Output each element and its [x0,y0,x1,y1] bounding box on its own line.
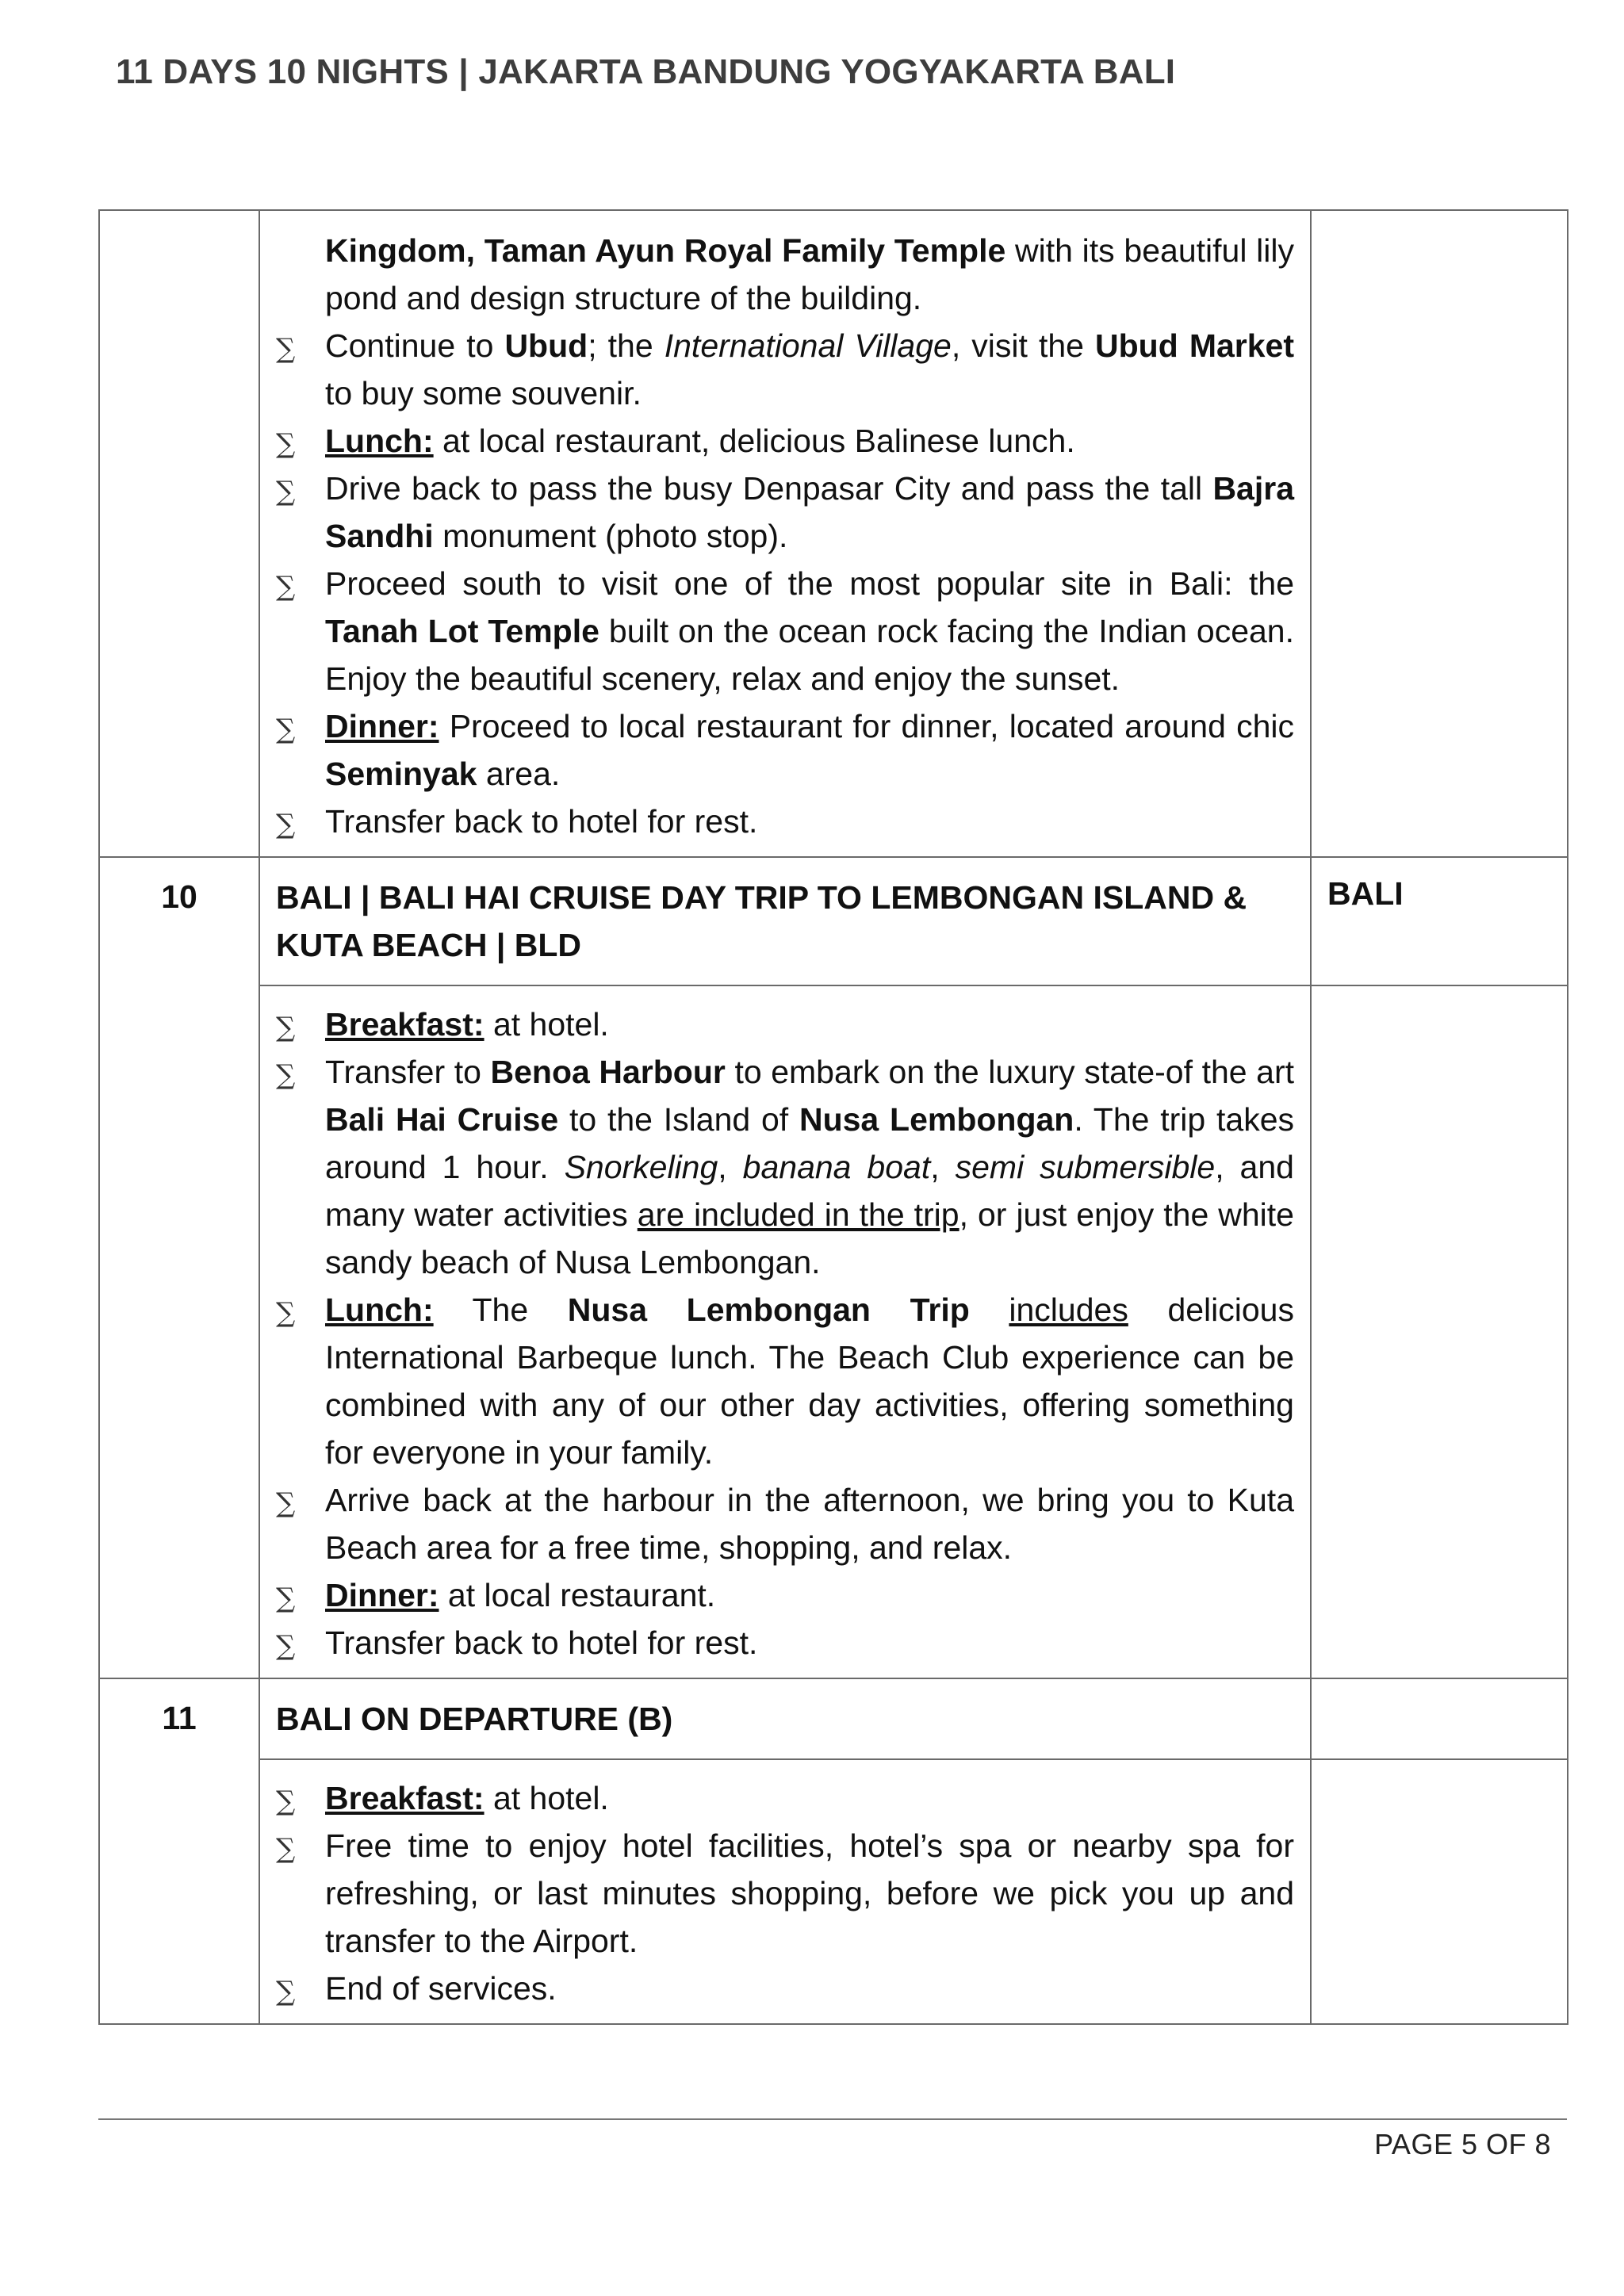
footer-divider [98,2118,1567,2120]
item-text: at local restaurant. [439,1577,716,1613]
meal-label: Dinner: [325,708,439,744]
item-text: Proceed south to visit one of the most popular site in Bali: the [325,565,1294,602]
item-text: ; the [588,327,665,364]
item-text: Continue to [325,327,505,364]
item-text: , [718,1149,743,1185]
activities-cell [259,210,1311,857]
day-number-cell [99,857,259,1678]
day-number: 11 [162,1700,197,1736]
activity-list [260,986,1310,1678]
day-title-cell [259,1678,1311,1759]
activities-cell [259,1759,1311,2024]
place-name: Nusa Lembongan Trip [567,1292,970,1328]
bullet-icon: ∑ [276,1297,296,1329]
location-cell-empty [1311,985,1568,1678]
list-item [276,465,1294,560]
list-item [276,1286,1294,1476]
item-text: , visit the [951,327,1096,364]
list-item [276,1822,1294,1965]
location-cell [1311,1678,1568,1759]
bullet-icon: ∑ [276,333,296,365]
bullet-icon: ∑ [276,1976,296,2007]
day-number-cell [99,1678,259,2024]
location-cell [1311,857,1568,985]
item-text: at local restaurant, delicious Balinese lunch. [433,423,1075,459]
list-item [276,1965,1294,2012]
underlined-text: includes [1009,1292,1128,1328]
location-label: BALI [1327,875,1404,912]
bullet-icon: ∑ [276,571,296,603]
item-text: built on the ocean rock facing the Indian ocean. Enjoy the beautiful scenery, relax and enjoy the sunset. [325,613,1295,697]
bullet-icon: ∑ [276,1059,296,1091]
list-item [276,798,1294,845]
bullet-icon: ∑ [276,1487,296,1519]
itinerary-table [98,209,1568,2025]
place-name: Ubud Market [1095,327,1294,364]
item-text: Proceed to local restaurant for dinner, located around chic [439,708,1294,744]
place-name: Benoa Harbour [490,1054,726,1090]
list-item [276,1001,1294,1048]
emphasis-text: semi submersible [955,1149,1216,1185]
place-name: Tanah Lot Temple [325,613,599,649]
day-title-cell [259,857,1311,985]
location-label [1312,1679,1567,1714]
place-name: Nusa Lembongan [799,1101,1074,1138]
item-text: , and many water activities [325,1149,1294,1233]
emphasis-text: banana boat [742,1149,931,1185]
item-text: to the Island of [558,1101,799,1138]
item-text: at hotel. [484,1006,609,1043]
day9-continued-row [99,210,1568,857]
meal-label: Breakfast: [325,1780,485,1816]
item-text: . The trip takes around 1 hour. [325,1101,1294,1185]
emphasis-text: Snorkeling [564,1149,718,1185]
item-text: Transfer back to hotel for rest. [325,1624,758,1661]
item-text: to buy some souvenir. [325,375,642,411]
place-name: Bajra Sandhi [325,470,1294,554]
location-cell-empty [1311,1759,1568,2024]
list-item [276,417,1294,465]
list-item [276,1048,1294,1286]
day-title: BALI | BALI HAI CRUISE DAY TRIP TO LEMBONGAN ISLAND & KUTA BEACH | BLD [276,879,1247,963]
list-item [276,702,1294,798]
meal-label: Lunch: [325,1292,434,1328]
day10-activities-row [99,985,1568,1678]
bullet-icon: ∑ [276,1833,296,1865]
item-text: Arrive back at the harbour in the afternoon, we bring you to Kuta Beach area for a free time, shopping, and relax. [325,1482,1294,1566]
day11-title-row [99,1678,1568,1759]
bullet-icon: ∑ [276,476,296,507]
place-name: Kingdom, Taman Ayun Royal Family Temple [325,232,1006,269]
place-name: Ubud [504,327,588,364]
activity-list [260,211,1310,856]
item-text [970,1292,1009,1328]
bullet-icon: ∑ [276,714,296,745]
meal-label: Dinner: [325,1577,439,1613]
meal-label: Lunch: [325,423,434,459]
day-cell-empty [99,210,259,857]
list-item [276,1619,1294,1667]
item-text: , or just enjoy the white sandy beach of Nusa Lembongan. [325,1196,1294,1280]
item-text: Drive back to pass the busy Denpasar City and pass the tall [325,470,1213,507]
list-item [276,1774,1294,1822]
bullet-icon: ∑ [276,809,296,840]
day-title: BALI ON DEPARTURE (B) [276,1701,673,1737]
item-text: to embark on the luxury state-of the art [725,1054,1295,1090]
list-item [276,1571,1294,1619]
list-item [276,227,1294,322]
day-number: 10 [161,878,197,915]
day10-title-row [99,857,1568,985]
item-text: area. [477,756,561,792]
list-item [276,560,1294,702]
location-cell-empty [1311,210,1568,857]
item-text: at hotel. [484,1780,609,1816]
day11-activities-row [99,1759,1568,2024]
item-text: End of services. [325,1970,557,2007]
emphasis-text: International Village [664,327,952,364]
place-name: Seminyak [325,756,477,792]
bullet-icon: ∑ [276,1582,296,1614]
activity-list [260,1760,1310,2023]
item-text: The [433,1292,568,1328]
page-number: PAGE 5 OF 8 [1374,2128,1551,2160]
meal-label: Breakfast: [325,1006,485,1043]
item-text: , [930,1149,956,1185]
item-text: with its beautiful lily pond and design structure of the building. [325,232,1294,316]
activities-cell [259,985,1311,1678]
item-text: Transfer back to hotel for rest. [325,803,758,840]
bullet-icon: ∑ [276,428,296,460]
item-text: delicious International Barbeque lunch. The Beach Club experience can be combined with any of our other day activities, offering something for everyone in your family. [325,1292,1294,1471]
item-text: monument (photo stop). [433,518,788,554]
list-item [276,1476,1294,1571]
page-header-title: 11 DAYS 10 NIGHTS | JAKARTA BANDUNG YOGYAKARTA BALI [116,52,1176,91]
place-name: Bali Hai Cruise [325,1101,559,1138]
item-text: Free time to enjoy hotel facilities, hotel’s spa or nearby spa for refreshing, or last minutes shopping, before we pick you up and transfer to the Airport. [325,1827,1294,1959]
bullet-icon: ∑ [276,1630,296,1662]
bullet-icon: ∑ [276,1785,296,1817]
underlined-text: are included in the trip [637,1196,959,1233]
bullet-icon: ∑ [276,1012,296,1043]
list-item [276,322,1294,417]
item-text: Transfer to [325,1054,491,1090]
